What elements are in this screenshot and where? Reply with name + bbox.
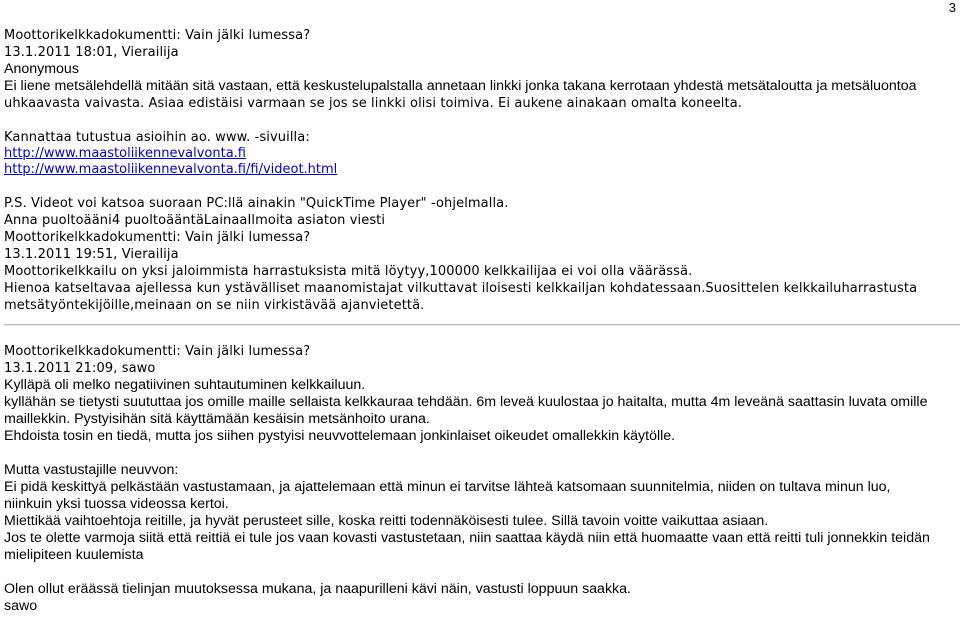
comment-2 <box>4 229 952 314</box>
comment-text-line: niinkuin yksi tuossa videossa kertoi. <box>4 496 229 512</box>
external-link[interactable]: http://www.maastoliikennevalvonta.fi/fi/videot.html <box>4 162 338 177</box>
comment-signature: sawo <box>4 598 38 614</box>
comment-text-line: Ei pidä keskittyä pelkästään vastustamaan, ja ajattelemaan että minun ei tarvitse lähteä katsomaan suunnitelmia, niiden on tultava minun luo, <box>4 479 891 495</box>
comment-text-line: Ehdoista tosin en tiedä, mutta jos siihen pystyisi neuvvottelemaan jonkinlaiset oikeudet omallekkin käytölle. <box>4 428 676 444</box>
comment-meta: 13.1.2011 21:09, sawo <box>4 361 156 376</box>
comment-text-line: Moottorikelkkailu on yksi jaloimmista harrastuksista mitä löytyy,100000 kelkkailijaa ei voi olla väärässä. <box>4 264 693 279</box>
comment-text-line: Hienoa katseltavaa ajellessa kun ystävälliset maanomistajat vilkuttavat iloisesti kelkkailjan kohdatessaan.Suosittelen kelkkailuharrastusta <box>4 281 918 296</box>
comment-subject: Moottorikelkkadokumentti: Vain jälki lumessa? <box>4 28 311 43</box>
external-link[interactable]: http://www.maastoliikennevalvonta.fi <box>4 146 246 161</box>
comment-text-line: Olen ollut eräässä tielinjan muutoksessa mukana, ja naapurilleni kävi näin, vastusti loppuun saakka. <box>4 581 631 597</box>
comment-meta: 13.1.2011 19:51, Vierailija <box>4 247 179 262</box>
comment-postscript: P.S. Videot voi katsoa suoraan PC:llä ainakin "QuickTime Player" -ohjelmalla. <box>4 196 509 211</box>
page-number: 3 <box>948 0 956 15</box>
comment-text-line: uhkaavasta vaivasta. Asiaa edistäisi varmaan se jos se linkki olisi toimiva. Ei aukene ainakaan omalta koneelta. <box>4 96 743 111</box>
comment-actions: Anna puoltoääni4 puoltoääntäLainaaIlmoita asiaton viesti <box>4 213 386 228</box>
comment-text-line: maillekkin. Pystyisihän sitä käyttämään kesäisin metsänhoito urana. <box>4 411 430 427</box>
comment-text-line: Kannattaa tutustua asioihin ao. www. -sivuilla: <box>4 130 310 145</box>
comment-text-line: kyllähän se tietysti suututtaa jos omille maille sellaista kelkkauraa tehdään. 6m leveä kuulostaa jo haitalta, mutta 4m leveänä saattasin luvata omille <box>4 394 928 410</box>
comment-1 <box>4 27 952 229</box>
comment-subject: Moottorikelkkadokumentti: Vain jälki lumessa? <box>4 230 311 245</box>
document-body <box>4 27 952 615</box>
comment-text-line: Kylläpä oli melko negatiivinen suhtautuminen kelkkailuun. <box>4 377 366 393</box>
comment-meta: 13.1.2011 18:01, Vierailija <box>4 45 179 60</box>
comment-text-line: mielipiteen kuulemista <box>4 547 144 563</box>
comment-author: Anonymous <box>4 61 79 77</box>
comment-text-line: Mutta vastustajille neuvvon: <box>4 462 179 478</box>
comment-3 <box>4 343 952 615</box>
comment-subject: Moottorikelkkadokumentti: Vain jälki lumessa? <box>4 344 311 359</box>
comment-text-line: Ei liene metsälehdellä mitään sitä vastaan, että keskustelupalstalla annetaan linkki jonka takana kerrotaan yhdestä metsätaloutta ja metsäluontoa <box>4 78 917 94</box>
comment-divider <box>4 324 960 326</box>
comment-text-line: Miettikää vaihtoehtoja reitille, ja hyvät perusteet sille, koska reitti todennäköisesti tulee. Sillä tavoin voitte vaikuttaa asiaan. <box>4 513 769 529</box>
comment-text-line: Jos te olette varmoja siitä että reittiä ei tule jos vaan kovasti vastustetaan, niin saattaa käydä niin että huomaatte vaan että reitti tuli jonnekkin teidän <box>4 530 930 546</box>
comment-text-line: metsätyöntekijöille,meinaan on se niin virkistävää ajanvietettä. <box>4 298 425 313</box>
